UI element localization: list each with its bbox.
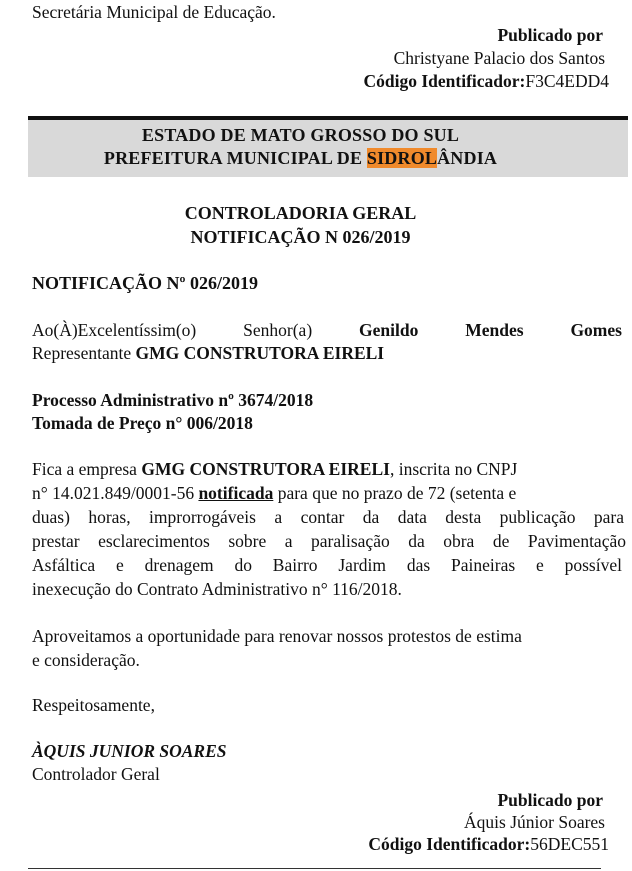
city-highlight: SIDROL [366,148,438,168]
city-rest: ÂNDIA [437,148,498,168]
process-number: Processo Administrativo nº 3674/2018 [32,390,314,410]
addressee-line [32,320,622,341]
paragraph-1-line-1 [32,459,632,480]
p1-text: Fica a empresa [32,459,142,479]
company-name-inline: GMG CONSTRUTORA EIRELI [141,459,390,479]
code-value: F3C4EDD4 [525,71,609,91]
bottom-code-identifier [368,834,609,855]
paragraph-1-line-3: duas) horas, improrrogáveis a contar da data desta publicação para [32,507,624,527]
company-name: GMG CONSTRUTORA EIRELI [135,343,385,363]
notice-title: NOTIFICAÇÃO Nº 026/2019 [32,273,258,293]
cnpj-text: n° 14.021.849/0001-56 [32,483,199,503]
addressee-salutation: Ao(À)Excelentíssim(o) [32,320,197,340]
top-publisher-name: Christyane Palacio dos Santos [393,48,605,68]
paragraph-1-line-5: Asfáltica e drenagem do Bairro Jardim das Paineiras e possível [32,555,622,575]
paragraph-1-line-2 [32,483,632,504]
bottom-published-by [497,790,603,811]
code-label: Código Identificador: [368,834,531,854]
code-value: 56DEC551 [530,834,609,854]
p1-deadline-text: para que no prazo de 72 (setenta e [273,483,517,503]
bottom-divider [28,868,601,869]
paragraph-2-line-2: e consideração. [32,650,140,670]
header-banner [28,116,628,177]
state-title: ESTADO DE MATO GROSSO DO SUL [141,125,460,145]
prev-section-text: Secretária Municipal de Educação. [32,2,276,22]
p1-text-cont: , inscrita no CNPJ [389,459,518,479]
representative-line [32,343,632,364]
code-label: Código Identificador: [363,71,526,91]
paragraph-1-line-4: prestar esclarecimentos sobre a paralisação da obra de Pavimentação [32,531,626,551]
addressee-name-middle: Mendes [465,320,524,340]
top-code-identifier [364,71,610,92]
signer-name: ÀQUIS JUNIOR SOARES [32,741,227,761]
published-by-label: Publicado por [497,25,603,45]
published-by-label: Publicado por [497,790,603,810]
notice-heading: NOTIFICAÇÃO N 026/2019 [190,227,411,247]
department-title: CONTROLADORIA GERAL [184,203,417,223]
representative-prefix: Representante [32,343,136,363]
addressee-name-first: Genildo [359,320,419,340]
tomada-preco: Tomada de Preço n° 006/2018 [32,413,253,433]
addressee-name-last: Gomes [570,320,622,340]
prefeitura-prefix: PREFEITURA MUNICIPAL DE [103,148,367,168]
top-published-by [497,25,603,46]
addressee-title: Senhor(a) [243,320,313,340]
bottom-publisher-name: Áquis Júnior Soares [464,812,605,832]
signer-role: Controlador Geral [32,764,160,784]
notified-word: notificada [198,483,274,503]
closing: Respeitosamente, [32,695,155,715]
paragraph-2-line-1: Aproveitamos a oportunidade para renovar nossos protestos de estima [32,626,522,646]
prefeitura-title [0,148,601,169]
paragraph-1-line-6: inexecução do Contrato Administrativo n° 116/2018. [32,579,402,599]
